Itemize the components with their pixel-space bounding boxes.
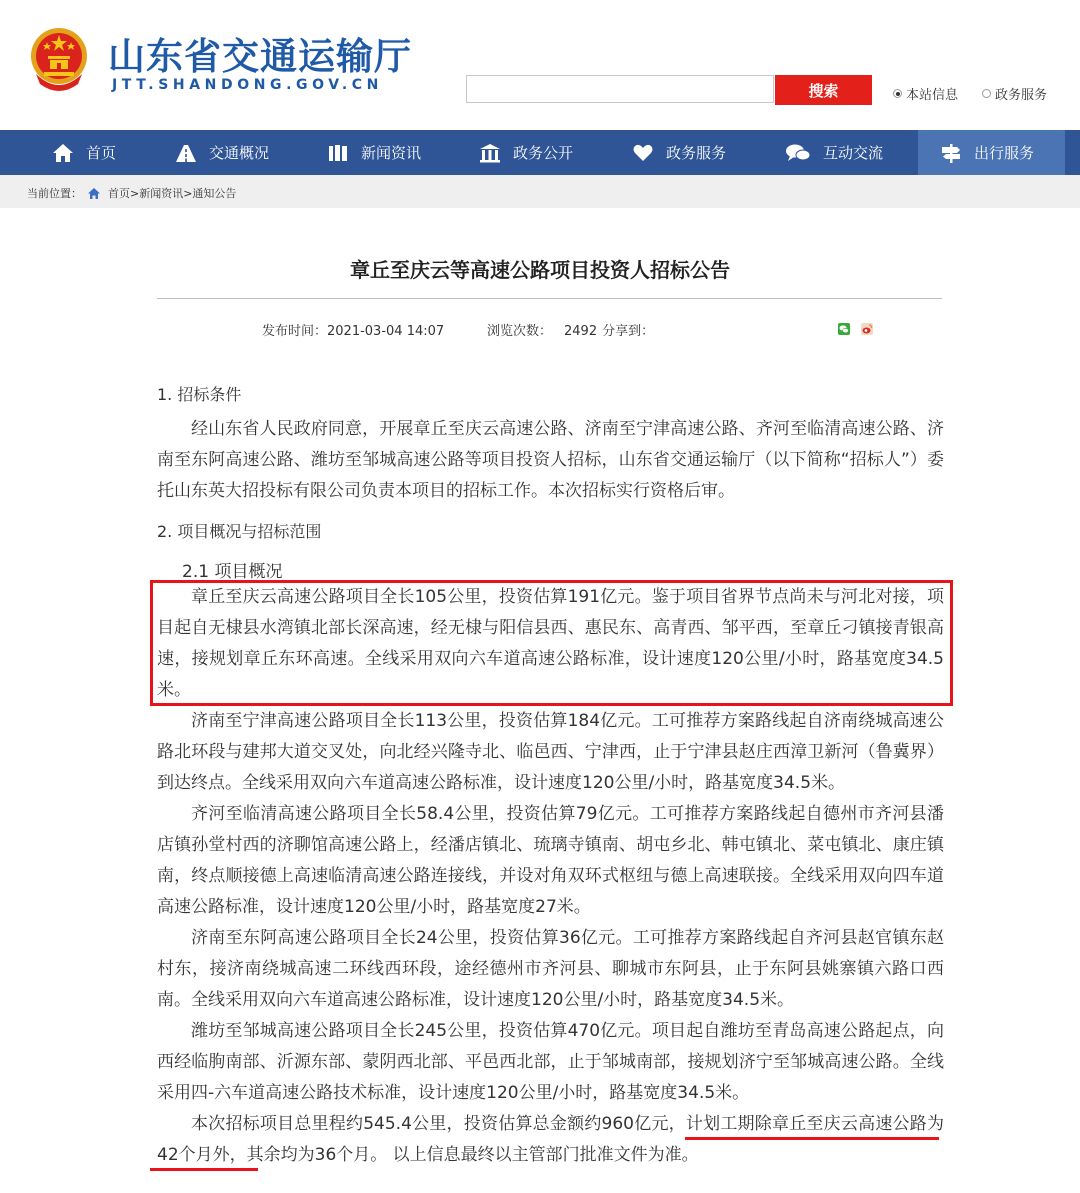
radio-unselected-icon [982, 89, 991, 98]
site-header [0, 0, 1080, 130]
paragraph-weifang-zoucheng: 潍坊至邹城高速公路项目全长245公里，投资估算470亿元。项目起自潍坊至青岛高速公路起点，向西经临朐南部、沂源东部、蒙阴西北部、平邑西北部，止于邹城南部，接规划济宁至邹城高速公路。全线采用四-六车道高速公路技术标准，设计速度120公里/小时，路基宽度34.5米。 [157, 1021, 944, 1103]
nav-item-traffic-overview[interactable] [175, 130, 269, 175]
section-heading: 1. 招标条件 [157, 385, 242, 404]
publish-time [262, 320, 444, 339]
chat-bubbles-icon [785, 142, 811, 164]
publish-label: 发布时间： [262, 324, 328, 339]
radio-label: 本站信息 [906, 88, 959, 103]
nav-label: 互动交流 [823, 144, 884, 162]
nav-label: 政务服务 [666, 144, 727, 162]
nav-item-home[interactable] [52, 130, 116, 175]
highlight-underline [685, 1137, 939, 1140]
nav-item-news[interactable] [327, 130, 421, 175]
highlight-box [150, 580, 953, 706]
radio-gov-service[interactable] [982, 84, 1047, 103]
paragraph-bid-conditions: 经山东省人民政府同意，开展章丘至庆云高速公路、济南至宁津高速公路、齐河至临清高速公路、济南至东阿高速公路、潍坊至邹城高速公路等项目投资人招标，山东省交通运输厅（以下简称“招标人”）委托山东英大招投标有限公司负责本项目的招标工作。本次招标实行资格后审。 [157, 419, 944, 501]
signpost-icon [940, 142, 962, 164]
search-input[interactable] [466, 75, 774, 103]
article-title: 章丘至庆云等高速公路项目投资人招标公告 [350, 258, 730, 282]
view-count [487, 320, 654, 339]
site-domain: JTT.SHANDONG.GOV.CN [112, 77, 383, 93]
breadcrumb [27, 185, 236, 201]
radio-site-info[interactable] [893, 84, 958, 103]
road-icon [175, 142, 197, 164]
breadcrumb-label: 当前位置： [27, 187, 82, 200]
national-emblem-icon [28, 26, 90, 92]
radio-label: 政务服务 [995, 88, 1048, 103]
main-nav [0, 130, 1080, 175]
nav-item-travel-service[interactable] [918, 130, 1065, 175]
paragraph-summary: 本次招标项目总里程约545.4公里，投资估算总金额约960亿元，计划工期除章丘至庆云高速公路为42个月外，其余均为36个月。 以上信息最终以主管部门批准文件为准。 [157, 1114, 944, 1165]
paragraph-zhangqiu-qingyun: 章丘至庆云高速公路项目全长105公里，投资估算191亿元。鉴于项目省界节点尚未与河北对接，项目起自无棣县水湾镇北部长深高速，经无棣与阳信县西、惠民东、高青西、邹平西，至章丘刁镇接青银高速，接规划章丘东环高速。全线采用双向六车道高速公路标准，设计速度120公里/小时，路基宽度34.5米。 [157, 587, 944, 700]
highlight-underline [150, 1168, 258, 1171]
news-icon [327, 142, 349, 164]
search-button[interactable]: 搜索 [775, 75, 872, 105]
breadcrumb-path[interactable]: 首页>新闻资讯>通知公告 [108, 187, 237, 200]
paragraph-jinan-donge: 济南至东阿高速公路项目全长24公里，投资估算36亿元。工可推荐方案路线起自齐河县赵官镇东赵村东，接济南绕城高速二环线西环段，途经德州市齐河县、聊城市东阿县，止于东阿县姚寨镇六路口西南。全线采用双向六车道高速公路标准，设计速度120公里/小时，路基宽度34.5米。 [157, 928, 944, 1010]
breadcrumb-bar [0, 175, 1080, 208]
site-title: 山东省交通运输厅 [108, 35, 412, 78]
paragraph-jinan-ningjin: 济南至宁津高速公路项目全长113公里，投资估算184亿元。工可推荐方案路线起自济南绕城高速公路北环段与建邦大道交叉处，向北经兴隆寺北、临邑西、宁津西，止于宁津县赵庄西漳卫新河（鲁冀界）到达终点。全线采用双向六车道高速公路标准，设计速度120公里/小时，路基宽度34.5米。 [157, 711, 944, 793]
nav-label: 交通概况 [209, 144, 270, 162]
share-label: 分享到： [602, 324, 655, 339]
section-heading: 2. 项目概况与招标范围 [157, 522, 322, 541]
views-label: 浏览次数： [487, 324, 553, 339]
nav-item-gov-service[interactable] [632, 130, 726, 175]
wechat-share-icon[interactable] [838, 323, 850, 335]
paragraph-qihe-linqing: 齐河至临清高速公路项目全长58.4公里，投资估算79亿元。工可推荐方案路线起自德州市齐河县潘店镇孙堂村西的济聊馆高速公路上，经潘店镇北、琉璃寺镇南、胡屯乡北、韩屯镇北、菜屯镇北、康庄镇南，终点顺接德上高速临清高速公路连接线，并设对角双环式枢纽与德上高速联接。全线采用双向四车道高速公路标准，设计速度120公里/小时，路基宽度27米。 [157, 804, 944, 917]
weibo-share-icon[interactable] [861, 323, 873, 335]
nav-label: 新闻资讯 [361, 144, 422, 162]
nav-label: 政务公开 [513, 144, 574, 162]
home-icon [52, 142, 74, 164]
heart-icon [632, 142, 654, 164]
nav-item-gov-disclosure[interactable] [479, 130, 573, 175]
government-building-icon [479, 142, 501, 164]
title-divider [157, 298, 942, 299]
views-value: 2492 [564, 324, 598, 339]
nav-label: 首页 [86, 144, 117, 162]
home-icon [88, 188, 100, 199]
nav-item-interaction[interactable] [785, 130, 883, 175]
publish-value: 2021-03-04 14:07 [327, 324, 445, 339]
subsection-heading: 2.1 项目概况 [182, 562, 283, 582]
nav-label: 出行服务 [974, 144, 1035, 162]
radio-selected-icon [893, 89, 902, 98]
